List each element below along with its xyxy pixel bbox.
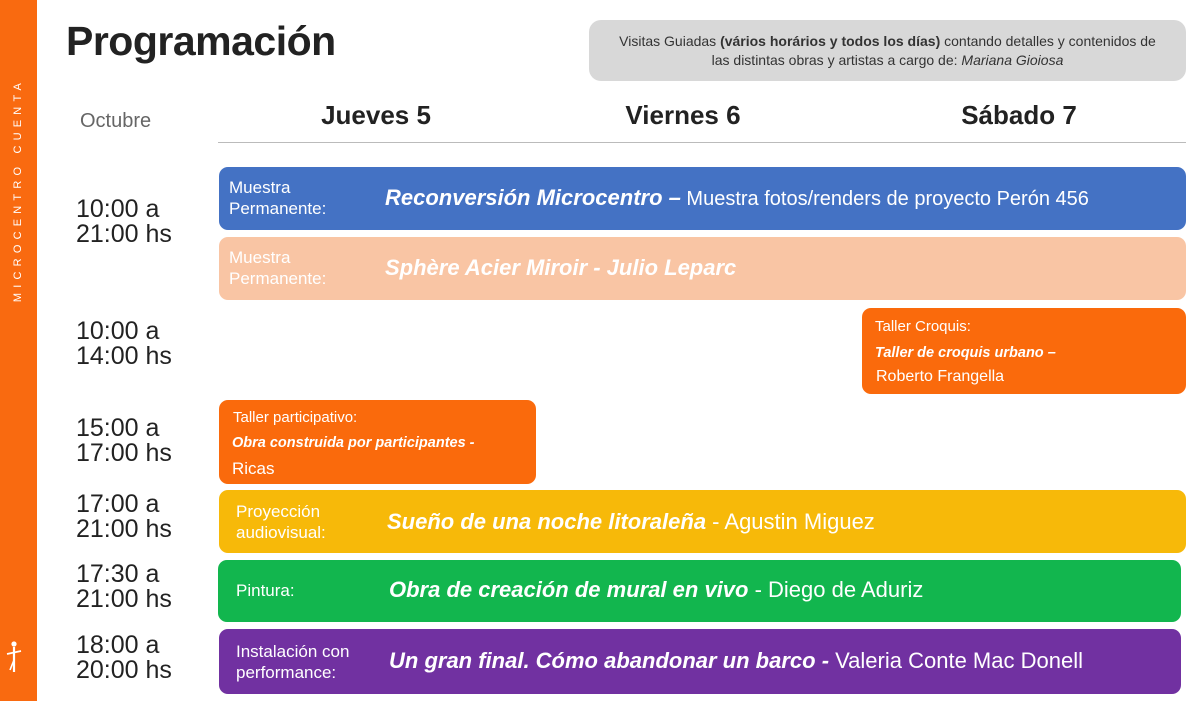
event-taller-participativo — [219, 400, 536, 484]
event-author: Roberto Frangella — [876, 368, 1005, 385]
event-instalacion-performance — [219, 629, 1181, 694]
day-header-jueves: Jueves 5 — [321, 100, 431, 130]
event-description — [387, 509, 875, 535]
time-slot-5 — [76, 562, 172, 612]
day-header-viernes: Viernes 6 — [625, 100, 741, 130]
event-sphere-acier-miroir — [219, 237, 1186, 300]
event-type: Muestra Permanente: — [229, 178, 327, 218]
event-pintura — [218, 560, 1181, 622]
note-prefix: Visitas Guiadas — [619, 32, 721, 49]
note-middle: contando detalles y contenidos de las distintas obras y artistas a cargo de: — [711, 32, 1156, 68]
page-title: Programación — [66, 18, 336, 64]
event-description — [385, 185, 1089, 211]
event-type: Proyección audiovisual: — [236, 502, 326, 542]
sidebar — [0, 0, 37, 701]
microcentro-figure-icon — [3, 638, 33, 678]
month-label: Octubre — [80, 110, 152, 132]
time-end: 17:00 hs — [76, 439, 172, 467]
sidebar-brand-label: MICROCENTRO CUENTA — [12, 77, 24, 303]
note-guide-name: Mariana Gioiosa — [961, 51, 1064, 68]
event-type: Pintura: — [236, 581, 295, 600]
time-end: 21:00 hs — [76, 585, 172, 613]
guided-visits-note — [589, 20, 1186, 81]
event-detail: Muestra fotos/renders de proyecto Perón 456 — [680, 188, 1089, 210]
event-title: Obra de creación de mural en vivo — [389, 577, 749, 602]
time-start: 17:30 a — [76, 560, 160, 588]
time-end: 21:00 hs — [76, 220, 172, 248]
event-title: Sphère Acier Miroir - Julio Leparc — [385, 255, 737, 280]
event-title: Un gran final. Cómo abandonar un barco - — [389, 648, 830, 673]
event-description — [385, 255, 736, 281]
time-end: 14:00 hs — [76, 342, 172, 370]
time-start: 10:00 a — [76, 195, 160, 223]
time-slot-4 — [76, 492, 172, 542]
time-start: 17:00 a — [76, 490, 160, 518]
time-end: 20:00 hs — [76, 656, 172, 684]
time-slot-1 — [76, 197, 172, 247]
day-header-sabado: Sábado 7 — [961, 100, 1077, 130]
note-bold: (vários horários y todos los días) — [720, 32, 941, 49]
time-end: 21:00 hs — [76, 515, 172, 543]
event-author: Ricas — [232, 459, 275, 478]
event-author: - Agustin Miguez — [706, 509, 875, 534]
event-title: Sueño de una noche litoraleña — [387, 509, 707, 534]
event-reconversion-microcentro — [219, 167, 1186, 230]
time-slot-6 — [76, 633, 172, 683]
event-proyeccion-audiovisual — [219, 490, 1186, 553]
event-type: Muestra Permanente: — [229, 248, 327, 288]
event-taller-croquis — [862, 308, 1186, 394]
event-type: Taller Croquis: — [875, 318, 971, 335]
time-slot-2 — [76, 319, 172, 369]
time-start: 10:00 a — [76, 317, 160, 345]
event-description — [389, 577, 923, 603]
time-start: 15:00 a — [76, 414, 160, 442]
event-author: - Diego de Aduriz — [748, 577, 924, 602]
event-type: Taller participativo: — [233, 409, 358, 426]
header-divider — [218, 142, 1186, 143]
event-author: Valeria Conte Mac Donell — [829, 648, 1083, 673]
time-start: 18:00 a — [76, 631, 160, 659]
event-description — [389, 648, 1083, 674]
time-slot-3 — [76, 416, 172, 466]
event-type: Instalación con performance: — [236, 642, 350, 682]
event-title: Obra construida por participantes - — [232, 435, 475, 451]
event-title: Reconversión Microcentro – — [385, 185, 681, 210]
event-title: Taller de croquis urbano – — [875, 345, 1056, 361]
